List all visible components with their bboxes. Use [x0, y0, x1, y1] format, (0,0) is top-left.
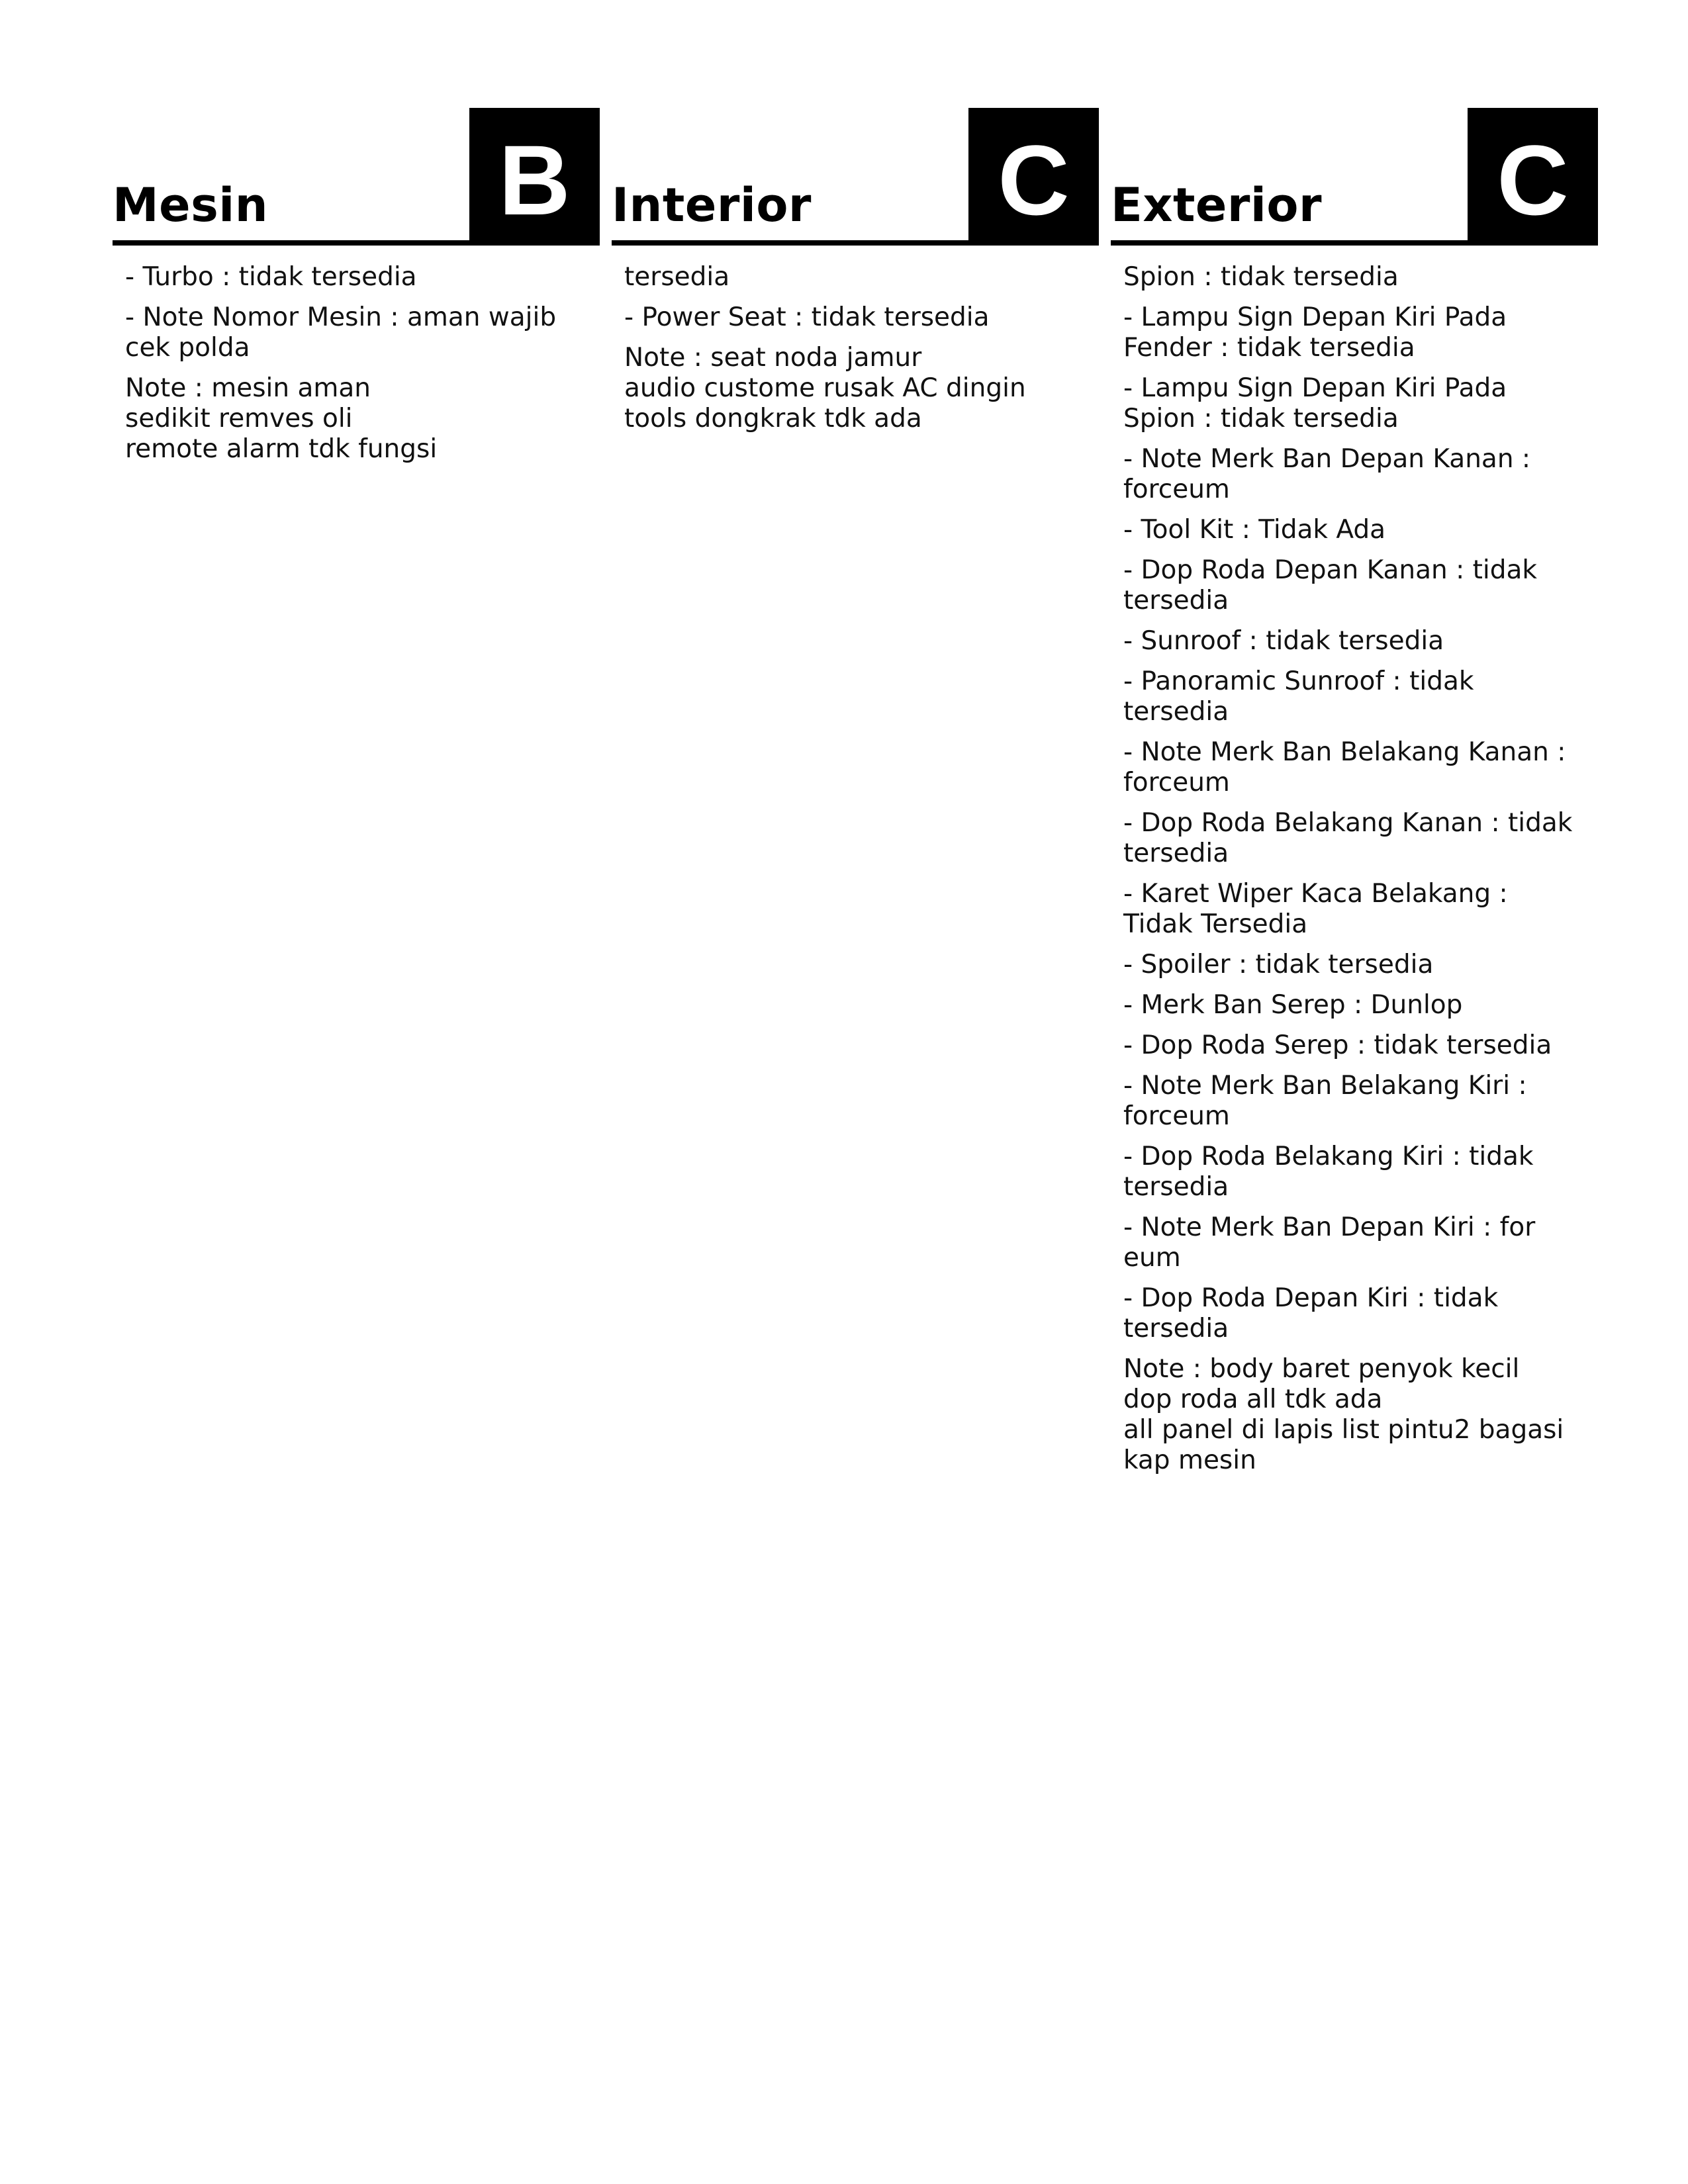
section-title-exterior: Exterior: [1111, 178, 1323, 232]
note-line: audio custome rusak AC dingin: [624, 373, 1026, 403]
note-line: dop roda all tdk ada: [1123, 1385, 1383, 1414]
inspection-item: - Merk Ban Serep : Dunlop: [1123, 990, 1463, 1020]
inspection-item: - Dop Roda Depan Kanan : tidak tersedia: [1123, 555, 1537, 615]
note-line: all panel di lapis list pintu2 bagasi: [1123, 1415, 1564, 1445]
inspection-item: - Power Seat : tidak tersedia: [624, 302, 990, 332]
inspection-item: - Note Merk Ban Belakang Kiri : forceum: [1123, 1071, 1527, 1131]
inspection-item: - Dop Roda Depan Kiri : tidak tersedia: [1123, 1283, 1499, 1343]
section-body-exterior: [1111, 246, 1582, 1476]
inspection-item: - Tool Kit : Tidak Ada: [1123, 515, 1385, 545]
section-header-interior: [612, 108, 1099, 246]
inspection-item: - Dop Roda Belakang Kanan : tidak tersedia: [1123, 808, 1573, 868]
inspection-item: Spion : tidak tersedia: [1123, 262, 1399, 292]
section-title-interior: Interior: [612, 178, 812, 232]
inspection-item: tersedia: [624, 262, 730, 292]
inspection-item: - Spoiler : tidak tersedia: [1123, 950, 1434, 979]
grade-badge-mesin: B: [469, 108, 600, 240]
inspection-item: - Note Merk Ban Depan Kanan : forceum: [1123, 444, 1531, 504]
section-body-interior: [612, 246, 1083, 434]
inspection-item: - Sunroof : tidak tersedia: [1123, 626, 1444, 656]
section-title-mesin: Mesin: [113, 178, 269, 232]
section-note-mesin: [125, 373, 584, 465]
inspection-item: - Note Merk Ban Belakang Kanan : forceum: [1123, 737, 1566, 797]
inspection-item: - Lampu Sign Depan Kiri Pada Fender : tidak tersedia: [1123, 302, 1507, 363]
inspection-item: - Dop Roda Belakang Kiri : tidak tersedia: [1123, 1142, 1534, 1202]
section-interior: [612, 108, 1099, 434]
note-line: Note : seat noda jamur: [624, 343, 922, 373]
note-line: remote alarm tdk fungsi: [125, 434, 438, 464]
inspection-item: - Panoramic Sunroof : tidak tersedia: [1123, 666, 1474, 727]
inspection-item: - Note Merk Ban Depan Kiri : for eum: [1123, 1212, 1536, 1273]
note-line: kap mesin: [1123, 1445, 1256, 1475]
inspection-item: - Dop Roda Serep : tidak tersedia: [1123, 1030, 1552, 1060]
note-line: tools dongkrak tdk ada: [624, 404, 922, 433]
section-header-exterior: [1111, 108, 1598, 246]
section-note-interior: [624, 343, 1083, 434]
inspection-item: - Lampu Sign Depan Kiri Pada Spion : tidak tersedia: [1123, 373, 1507, 433]
note-line: sedikit remves oli: [125, 404, 353, 433]
section-exterior: [1111, 108, 1598, 1476]
inspection-item: - Turbo : tidak tersedia: [125, 262, 417, 292]
note-line: Note : mesin aman: [125, 373, 371, 403]
inspection-item: - Karet Wiper Kaca Belakang : Tidak Tersedia: [1123, 879, 1508, 939]
note-line: Note : body baret penyok kecil: [1123, 1354, 1520, 1384]
section-note-exterior: [1123, 1354, 1582, 1476]
section-body-mesin: [113, 246, 584, 465]
grade-badge-interior: C: [968, 108, 1099, 240]
section-header-mesin: [113, 108, 600, 246]
inspection-item: - Note Nomor Mesin : aman wajib cek polda: [125, 302, 557, 363]
section-mesin: [113, 108, 600, 465]
grade-badge-exterior: C: [1468, 108, 1598, 240]
